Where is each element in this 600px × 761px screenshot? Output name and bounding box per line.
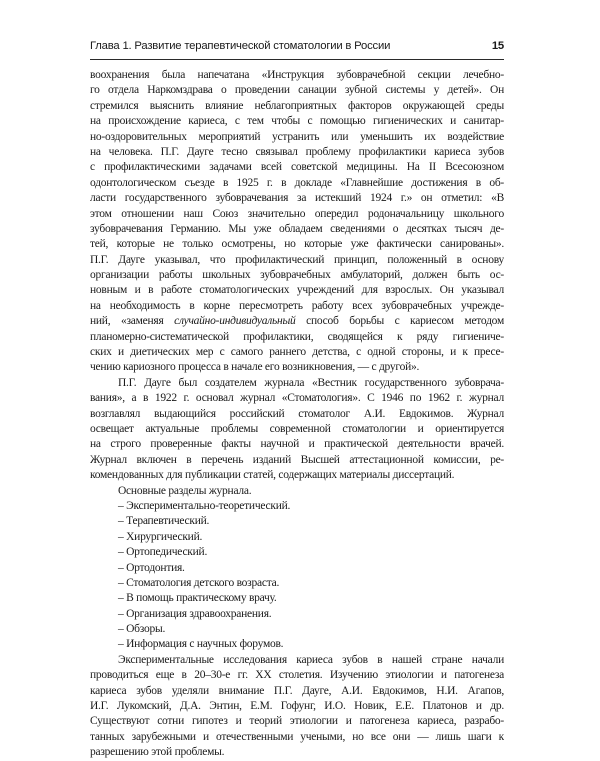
- text-line: разрешению этой проблемы.: [90, 746, 225, 759]
- body-text: [90, 68, 504, 761]
- text-line: вания», а в 1922 г. основал журнал «Стоматология». С 1946 по 1962 г. журнал: [90, 392, 504, 405]
- text-line: И.Г. Лукомский, Д.А. Энтин, Е.М. Гофунг, И.О. Новик, Е.Е. Платонов и др.: [90, 700, 504, 713]
- text-line: организации работы школьных зубоврачебных амбулаторий, должен быть ос-: [90, 269, 504, 282]
- text-line: го отдела Наркомздрава о проведении санации зубной системы у детей». Он: [90, 84, 504, 97]
- text-line: на строго проверенные факты научной и практической деятельности врачей.: [90, 438, 504, 451]
- list-heading: Основные разделы журнала.: [118, 484, 252, 497]
- text-line: ласти государственного зубоврачевания за истекший 1924 г.» он отметил: «В: [90, 192, 504, 205]
- text-line: комендованных для публикации статей, содержащих материалы диссертаций.: [90, 469, 455, 482]
- text-line: ских и диетических мер с самого раннего детства, с одной стороны, и к пресе-: [90, 346, 504, 359]
- text-line: возглавлял выдающийся российский стоматолог А.И. Евдокимов. Журнал: [90, 407, 504, 420]
- text-line-mixed: [90, 314, 504, 329]
- paragraph-start: Экспериментальные исследования кариеса зубов в нашей стране начали: [118, 653, 504, 666]
- text-line: на происхождение кариеса, с тем чтобы с помощью гигиенических и санитар-: [90, 115, 504, 128]
- text-line: зубоврачевания Германию. Мы уже обладаем сведениями о десятках тысяч де-: [90, 222, 504, 235]
- list-item: – Хирургический.: [118, 530, 203, 543]
- list-item: – Ортопедический.: [118, 546, 208, 559]
- text-line: планомерно-систематической профилактики, сводящейся к ряду гигиениче-: [90, 330, 504, 343]
- list-item: – В помощь практическому врачу.: [118, 592, 277, 605]
- running-header: [90, 40, 504, 58]
- italic-phrase: случайно-индивидуальный: [174, 315, 296, 328]
- text-line: на необходимость в корне пересмотреть работу всех зубоврачебных учрежде-: [90, 299, 504, 312]
- text-run: способ борьбы с кариесом методом: [295, 315, 504, 328]
- text-line: Существуют сотни гипотез и теорий этиологии и патогенеза кариеса, разрабо-: [90, 715, 504, 728]
- paragraph-start: П.Г. Дауге был создателем журнала «Вестник государственного зубоврача-: [118, 376, 504, 389]
- text-line: одонтологическом съезде в 1925 г. в докладе «Главнейшие достижения в об-: [90, 176, 504, 189]
- text-line: этом отношении наш Союз значительно опередил родоначальницу школьного: [90, 207, 504, 220]
- text-line: проводиться еще в 20–30-е гг. XX столетия. Изучению этиологии и патогенеза: [90, 669, 504, 682]
- text-line: стремился выяснить влияние неблагоприятных факторов окружающей среды: [90, 99, 504, 112]
- chapter-title: Глава 1. Развитие терапевтической стоматологии в России: [90, 40, 391, 52]
- text-line: новным и в работе стоматологических учреждений для взрослых. Он указывал: [90, 284, 504, 297]
- text-line: с профилактическими задачами всей советской медицины. На II Всесоюзном: [90, 161, 504, 174]
- list-item: – Терапевтический.: [118, 515, 210, 528]
- text-line: чению кариозного процесса в начале его возникновения, — с другой».: [90, 361, 420, 374]
- text-line: воохранения была напечатана «Инструкция зубоврачебной секции лечебно-: [90, 69, 504, 81]
- text-line: танных зарубежными и отечественными учеными, но все они — лишь шаги к: [90, 730, 504, 743]
- text-run: ний, «заменяя: [90, 315, 175, 328]
- list-item: – Информация с научных форумов.: [118, 638, 284, 651]
- list-item: – Организация здравоохранения.: [118, 607, 272, 620]
- text-line: Журнал включен в перечень изданий Высшей аттестационной комиссии, ре-: [90, 453, 504, 466]
- header-rule: [90, 59, 504, 60]
- text-line: тей, которые не только осмотрены, но которые уже фактически санированы».: [90, 238, 504, 251]
- list-item: – Обзоры.: [118, 623, 166, 636]
- list-item: – Стоматология детского возраста.: [118, 576, 280, 589]
- text-line: кариеса зубов уделяли внимание П.Г. Дауге, А.И. Евдокимов, Н.И. Агапов,: [90, 684, 504, 697]
- page-number: 15: [491, 40, 504, 52]
- text-line: на человека. П.Г. Дауге тесно связывал проблему профилактики кариеса зубов: [90, 145, 504, 158]
- text-line: П.Г. Дауге указывал, что профилактический принцип, положенный в основу: [90, 253, 504, 266]
- list-item: – Экспериментально-теоретический.: [118, 499, 291, 512]
- list-item: – Ортодонтия.: [118, 561, 185, 574]
- text-line: освещает актуальные проблемы современной стоматологии и ориентируется: [90, 422, 504, 435]
- text-line: но-оздоровительных мероприятий устранить или уменьшить их воздействие: [90, 130, 504, 143]
